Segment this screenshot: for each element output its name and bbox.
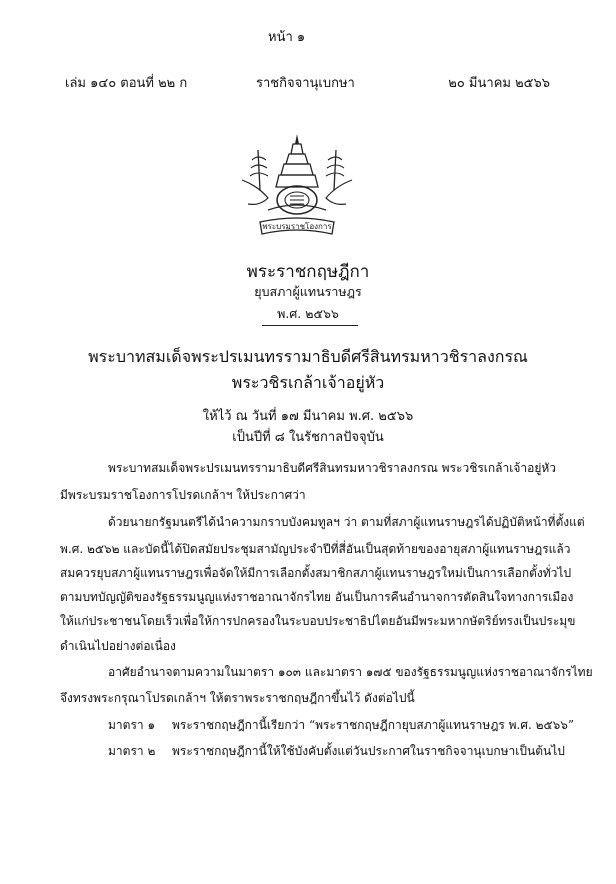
paragraph-line: พ.ศ. ๒๕๖๒ และบัดนี้ได้ปิดสมัยประชุมสามัญประจำปีที่สี่อันเป็นสุดท้ายของอายุสภาผู้แทนราษฎรแล้ว <box>60 542 571 556</box>
given-date: ให้ไว้ ณ วันที่ ๑๗ มีนาคม พ.ศ. ๒๕๖๖ <box>202 409 414 424</box>
title-divider <box>262 325 358 326</box>
paragraph-line: ตามบทบัญญัติของรัฐธรรมนูญแห่งราชอาณาจักรไทย อันเป็นการคืนอำนาจการตัดสินใจทางการเมือง <box>60 590 574 604</box>
paragraph-line: พระบาทสมเด็จพระปรเมนทรรามาธิบดีศรีสินทรมหาวชิราลงกรณ พระวชิรเกล้าเจ้าอยู่หัว <box>108 461 557 475</box>
section-text: พระราชกฤษฎีกานี้ให้ใช้บังคับตั้งแต่วันประกาศในราชกิจจานุเบกษาเป็นต้นไป <box>172 744 565 758</box>
paragraph-line: ดำเนินไปอย่างต่อเนื่อง <box>60 639 176 653</box>
document-subtitle: ยุบสภาผู้แทนราษฎร <box>254 284 362 299</box>
paragraph-line: ให้แก่ประชาชนโดยเร็วเพื่อให้การปกครองในระบอบประชาธิปไตยอันมีพระมหากษัตริย์ทรงเป็นประมุข <box>60 614 576 628</box>
document-title: พระราชกฤษฎีกา <box>246 262 370 282</box>
paragraph-line: ด้วยนายกรัฐมนตรีได้นำความกราบบังคมทูลฯ ว่า ตามที่สภาผู้แทนราษฎรได้ปฏิบัติหน้าที่ตั้งแต่ <box>108 515 585 529</box>
paragraph-line: สมควรยุบสภาผู้แทนราษฎรเพื่อจัดให้มีการเลือกตั้งสมาชิกสภาผู้แทนราษฎรใหม่เป็นการเลือกตั้งทั่วไป <box>60 566 572 580</box>
king-title-line1: พระบาทสมเด็จพระปรเมนทรรามาธิบดีศรีสินทรมหาวชิราลงกรณ <box>88 347 528 366</box>
paragraph-line: มีพระบรมราชโองการโปรดเกล้าฯ ให้ประกาศว่า <box>60 488 306 502</box>
section-text: พระราชกฤษฎีกานี้เรียกว่า “พระราชกฤษฎีกายุบสภาผู้แทนราษฎร พ.ศ. ๒๕๖๖” <box>172 718 574 732</box>
reign-year: เป็นปีที่ ๘ ในรัชกาลปัจจุบัน <box>232 430 384 445</box>
section-label: มาตรา ๑ <box>108 718 156 732</box>
publish-date: ๒๐ มีนาคม ๒๕๖๖ <box>448 76 550 91</box>
royal-seal-emblem <box>238 130 356 242</box>
volume-issue: เล่ม ๑๔๐ ตอนที่ ๒๒ ก <box>65 76 188 91</box>
king-title-line2: พระวชิรเกล้าเจ้าอยู่หัว <box>231 373 385 392</box>
paragraph-line: อาศัยอำนาจตามความในมาตรา ๑๐๓ และมาตรา ๑๗๕ ของรัฐธรรมนูญแห่งราชอาณาจักรไทย <box>108 665 593 679</box>
gazette-name: ราชกิจจานุเบกษา <box>256 76 355 91</box>
page-number: หน้า ๑ <box>268 30 306 45</box>
section-label: มาตรา ๒ <box>108 744 156 758</box>
seal-banner-text: พระบรมราชโองการ <box>262 222 332 231</box>
document-year: พ.ศ. ๒๕๖๖ <box>277 306 339 321</box>
paragraph-line: จึงทรงพระกรุณาโปรดเกล้าฯ ให้ตราพระราชกฤษฎีกาขึ้นไว้ ดังต่อไปนี้ <box>60 691 415 705</box>
